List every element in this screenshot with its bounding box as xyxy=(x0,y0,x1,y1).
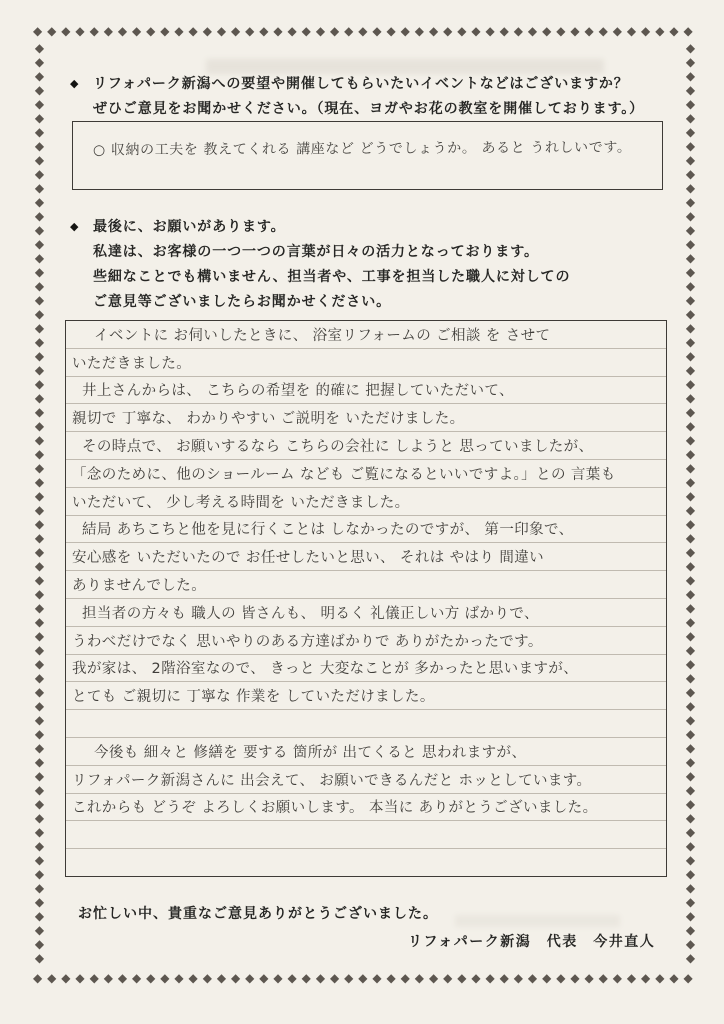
comment-line: いただきました。 xyxy=(66,349,666,377)
diamond-icon: ◆ xyxy=(685,223,696,237)
diamond-icon: ◆ xyxy=(34,55,45,69)
diamond-icon: ◆ xyxy=(685,97,696,111)
diamond-icon: ◆ xyxy=(47,971,57,985)
diamond-icon: ◆ xyxy=(655,971,665,985)
diamond-icon: ◆ xyxy=(34,741,45,755)
diamond-icon: ◆ xyxy=(34,307,45,321)
comment-line: 結局 あちこちと他を見に行くことは しなかったのですが、 第一印象で、 xyxy=(66,516,666,544)
diamond-icon: ◆ xyxy=(685,391,696,405)
diamond-icon: ◆ xyxy=(358,24,368,38)
diamond-icon: ◆ xyxy=(34,517,45,531)
diamond-icon: ◆ xyxy=(584,24,594,38)
diamond-icon: ◆ xyxy=(34,279,45,293)
diamond-icon: ◆ xyxy=(34,447,45,461)
question2-line4: ご意見等ございましたらお聞かせください。 xyxy=(93,295,391,310)
diamond-icon: ◆ xyxy=(34,293,45,307)
diamond-icon: ◆ xyxy=(287,971,297,985)
diamond-icon: ◆ xyxy=(34,419,45,433)
diamond-icon: ◆ xyxy=(685,727,696,741)
diamond-icon: ◆ xyxy=(34,587,45,601)
comment-line: 安心感を いただいたので お任せしたいと思い、 それは やはり 間違い xyxy=(66,543,666,571)
diamond-icon: ◆ xyxy=(685,783,696,797)
diamond-icon: ◆ xyxy=(570,24,580,38)
diamond-icon: ◆ xyxy=(358,971,368,985)
diamond-icon: ◆ xyxy=(626,971,637,985)
diamond-icon: ◆ xyxy=(34,475,45,489)
diamond-icon: ◆ xyxy=(457,24,467,38)
diamond-icon: ◆ xyxy=(471,24,481,38)
diamond-icon: ◆ xyxy=(34,895,45,909)
diamond-icon: ◆ xyxy=(570,971,580,985)
diamond-icon: ◆ xyxy=(34,503,45,517)
diamond-icon: ◆ xyxy=(683,971,693,985)
diamond-icon: ◆ xyxy=(188,24,198,38)
diamond-icon: ◆ xyxy=(685,895,696,909)
diamond-icon: ◆ xyxy=(428,971,439,985)
diamond-icon: ◆ xyxy=(386,971,396,985)
diamond-icon: ◆ xyxy=(685,461,696,475)
diamond-icon: ◆ xyxy=(685,321,696,335)
diamond-icon: ◆ xyxy=(34,937,45,951)
diamond-icon: ◆ xyxy=(626,24,637,38)
diamond-icon: ◆ xyxy=(103,24,113,38)
diamond-icon: ◆ xyxy=(685,811,696,825)
diamond-icon: ◆ xyxy=(685,545,696,559)
diamond-icon: ◆ xyxy=(34,909,45,923)
diamond-icon: ◆ xyxy=(34,167,45,181)
diamond-icon: ◆ xyxy=(34,209,45,223)
diamond-icon: ◆ xyxy=(34,951,45,965)
comment-line: 今後も 細々と 修繕を 要する 箇所が 出てくると 思われますが、 xyxy=(66,738,666,766)
diamond-icon: ◆ xyxy=(259,24,269,38)
diamond-icon: ◆ xyxy=(34,699,45,713)
diamond-icon: ◆ xyxy=(34,83,45,97)
diamond-icon: ◆ xyxy=(655,24,665,38)
diamond-icon: ◆ xyxy=(34,559,45,573)
diamond-icon: ◆ xyxy=(344,971,354,985)
diamond-icon: ◆ xyxy=(34,251,45,265)
diamond-icon: ◆ xyxy=(34,727,45,741)
diamond-icon: ◆ xyxy=(89,971,99,985)
diamond-icon: ◆ xyxy=(259,971,269,985)
border-right-diamonds xyxy=(684,42,697,964)
comment-line: 親切で 丁寧な、 わかりやすい ご説明を いただけました。 xyxy=(66,404,666,432)
diamond-icon: ◆ xyxy=(34,755,45,769)
diamond-icon: ◆ xyxy=(598,971,608,985)
diamond-icon: ◆ xyxy=(34,531,45,545)
diamond-icon: ◆ xyxy=(160,971,170,985)
diamond-icon: ◆ xyxy=(685,237,696,251)
diamond-icon: ◆ xyxy=(34,573,45,587)
diamond-icon: ◆ xyxy=(174,971,184,985)
diamond-icon: ◆ xyxy=(685,447,696,461)
diamond-icon: ◆ xyxy=(34,671,45,685)
diamond-icon: ◆ xyxy=(34,321,45,335)
diamond-icon: ◆ xyxy=(612,24,622,38)
diamond-icon: ◆ xyxy=(685,153,696,167)
question2-line1: 最後に、お願いがあります。 xyxy=(93,220,286,235)
diamond-icon: ◆ xyxy=(685,531,696,545)
diamond-icon: ◆ xyxy=(414,971,425,985)
diamond-icon: ◆ xyxy=(685,853,696,867)
diamond-icon: ◆ xyxy=(245,24,255,38)
diamond-icon: ◆ xyxy=(329,971,340,985)
answer-box-events xyxy=(72,121,663,190)
diamond-icon: ◆ xyxy=(685,167,696,181)
diamond-icon: ◆ xyxy=(34,139,45,153)
diamond-icon: ◆ xyxy=(34,433,45,447)
footer-signature: リフォパーク新潟 代表 今井直人 xyxy=(408,935,656,950)
diamond-icon: ◆ xyxy=(685,923,696,937)
diamond-icon: ◆ xyxy=(685,615,696,629)
diamond-icon: ◆ xyxy=(556,971,566,985)
diamond-icon: ◆ xyxy=(34,615,45,629)
diamond-icon: ◆ xyxy=(685,195,696,209)
diamond-icon: ◆ xyxy=(34,265,45,279)
diamond-icon: ◆ xyxy=(216,24,227,38)
diamond-icon: ◆ xyxy=(683,24,693,38)
diamond-icon: ◆ xyxy=(34,685,45,699)
diamond-icon: ◆ xyxy=(641,971,651,985)
diamond-icon: ◆ xyxy=(273,971,283,985)
diamond-icon: ◆ xyxy=(34,601,45,615)
diamond-icon: ◆ xyxy=(34,643,45,657)
diamond-icon: ◆ xyxy=(34,363,45,377)
diamond-icon: ◆ xyxy=(34,769,45,783)
diamond-icon: ◆ xyxy=(685,643,696,657)
diamond-icon: ◆ xyxy=(372,971,382,985)
diamond-icon: ◆ xyxy=(131,24,142,38)
diamond-icon: ◆ xyxy=(117,24,128,38)
diamond-icon: ◆ xyxy=(685,335,696,349)
diamond-icon: ◆ xyxy=(542,971,552,985)
border-bottom-diamonds xyxy=(33,972,693,984)
question2-line3: 些細なことでも構いません、担当者や、工事を担当した職人に対しての xyxy=(93,270,571,285)
comment-line xyxy=(66,849,666,876)
diamond-icon: ◆ xyxy=(669,24,679,38)
diamond-icon: ◆ xyxy=(301,971,311,985)
diamond-icon: ◆ xyxy=(685,909,696,923)
diamond-icon: ◆ xyxy=(685,209,696,223)
diamond-icon: ◆ xyxy=(443,24,453,38)
diamond-icon: ◆ xyxy=(47,24,57,38)
diamond-icon: ◆ xyxy=(216,971,227,985)
diamond-icon: ◆ xyxy=(641,24,651,38)
diamond-icon: ◆ xyxy=(75,971,85,985)
diamond-icon: ◆ xyxy=(685,111,696,125)
diamond-icon: ◆ xyxy=(685,517,696,531)
diamond-icon: ◆ xyxy=(34,405,45,419)
diamond-icon: ◆ xyxy=(685,139,696,153)
diamond-icon: ◆ xyxy=(372,24,382,38)
comment-line xyxy=(66,710,666,738)
diamond-icon: ◆ xyxy=(685,713,696,727)
diamond-icon: ◆ xyxy=(34,783,45,797)
diamond-icon: ◆ xyxy=(75,24,85,38)
border-left-diamonds xyxy=(33,42,46,964)
diamond-icon: ◆ xyxy=(34,629,45,643)
diamond-icon: ◆ xyxy=(202,24,212,38)
diamond-icon: ◆ xyxy=(34,181,45,195)
comment-line: イベントに お伺いしたときに、 浴室リフォームの ご相談 を させて xyxy=(66,321,666,349)
diamond-icon: ◆ xyxy=(499,971,509,985)
comment-line: リフォパーク新潟さんに 出会えて、 お願いできるんだと ホッとしています。 xyxy=(66,766,666,794)
diamond-icon: ◆ xyxy=(414,24,425,38)
diamond-icon: ◆ xyxy=(685,265,696,279)
diamond-icon: ◆ xyxy=(89,24,99,38)
comment-line: 井上さんからは、 こちらの希望を 的確に 把握していただいて、 xyxy=(66,377,666,405)
diamond-icon: ◆ xyxy=(556,24,566,38)
diamond-icon: ◆ xyxy=(428,24,439,38)
diamond-icon: ◆ xyxy=(34,223,45,237)
diamond-icon: ◆ xyxy=(61,971,71,985)
diamond-icon: ◆ xyxy=(685,741,696,755)
question1-diamond-icon: ◆ xyxy=(70,78,79,90)
comment-line: うわべだけでなく 思いやりのある方達ばかりで ありがたかったです。 xyxy=(66,627,666,655)
diamond-icon: ◆ xyxy=(34,797,45,811)
diamond-icon: ◆ xyxy=(146,24,156,38)
diamond-icon: ◆ xyxy=(513,971,524,985)
diamond-icon: ◆ xyxy=(598,24,608,38)
diamond-icon: ◆ xyxy=(612,971,622,985)
question1-line1: リフォパーク新潟への要望や開催してもらいたいイベントなどはございますか？ xyxy=(93,77,629,92)
diamond-icon: ◆ xyxy=(160,24,170,38)
comment-line xyxy=(66,821,666,849)
diamond-icon: ◆ xyxy=(61,24,71,38)
diamond-icon: ◆ xyxy=(685,503,696,517)
diamond-icon: ◆ xyxy=(131,971,142,985)
diamond-icon: ◆ xyxy=(400,24,410,38)
diamond-icon: ◆ xyxy=(34,713,45,727)
diamond-icon: ◆ xyxy=(685,671,696,685)
diamond-icon: ◆ xyxy=(34,41,45,55)
diamond-icon: ◆ xyxy=(34,657,45,671)
comment-line: 我が家は、 2階浴室なので、 きっと 大変なことが 多かったと思いますが、 xyxy=(66,655,666,683)
comment-line: ありませんでした。 xyxy=(66,571,666,599)
diamond-icon: ◆ xyxy=(685,377,696,391)
comment-line: これからも どうぞ よろしくお願いします。 本当に ありがとうございました。 xyxy=(66,794,666,822)
diamond-icon: ◆ xyxy=(685,69,696,83)
comment-line: とても ご親切に 丁寧な 作業を していただけました。 xyxy=(66,682,666,710)
diamond-icon: ◆ xyxy=(685,363,696,377)
diamond-icon: ◆ xyxy=(34,237,45,251)
comment-line: 「念のために、他のショールーム なども ご覧になるといいですよ。」との 言葉も xyxy=(66,460,666,488)
diamond-icon: ◆ xyxy=(584,971,594,985)
diamond-icon: ◆ xyxy=(34,349,45,363)
diamond-icon: ◆ xyxy=(34,377,45,391)
question1-line2: ぜひご意見をお聞かせください。（現在、ヨガやお花の教室を開催しております。） xyxy=(93,102,645,117)
diamond-icon: ◆ xyxy=(146,971,156,985)
diamond-icon: ◆ xyxy=(34,335,45,349)
diamond-icon: ◆ xyxy=(685,125,696,139)
diamond-icon: ◆ xyxy=(685,951,696,965)
diamond-icon: ◆ xyxy=(34,923,45,937)
diamond-icon: ◆ xyxy=(273,24,283,38)
diamond-icon: ◆ xyxy=(34,111,45,125)
diamond-icon: ◆ xyxy=(685,797,696,811)
diamond-icon: ◆ xyxy=(245,971,255,985)
diamond-icon: ◆ xyxy=(513,24,524,38)
diamond-icon: ◆ xyxy=(685,251,696,265)
diamond-icon: ◆ xyxy=(685,769,696,783)
diamond-icon: ◆ xyxy=(386,24,396,38)
diamond-icon: ◆ xyxy=(34,839,45,853)
question2-diamond-icon: ◆ xyxy=(70,221,79,233)
diamond-icon: ◆ xyxy=(457,971,467,985)
diamond-icon: ◆ xyxy=(685,699,696,713)
diamond-icon: ◆ xyxy=(685,839,696,853)
comment-box xyxy=(65,320,667,877)
diamond-icon: ◆ xyxy=(485,24,495,38)
diamond-icon: ◆ xyxy=(685,279,696,293)
diamond-icon: ◆ xyxy=(315,971,326,985)
diamond-icon: ◆ xyxy=(33,24,43,38)
showthrough-ghost-top xyxy=(206,59,604,74)
diamond-icon: ◆ xyxy=(174,24,184,38)
diamond-icon: ◆ xyxy=(685,433,696,447)
diamond-icon: ◆ xyxy=(34,195,45,209)
diamond-icon: ◆ xyxy=(685,83,696,97)
diamond-icon: ◆ xyxy=(315,24,326,38)
diamond-icon: ◆ xyxy=(685,685,696,699)
diamond-icon: ◆ xyxy=(103,971,113,985)
diamond-icon: ◆ xyxy=(230,24,241,38)
diamond-icon: ◆ xyxy=(685,601,696,615)
diamond-icon: ◆ xyxy=(34,153,45,167)
diamond-icon: ◆ xyxy=(202,971,212,985)
diamond-icon: ◆ xyxy=(34,69,45,83)
diamond-icon: ◆ xyxy=(34,881,45,895)
diamond-icon: ◆ xyxy=(34,125,45,139)
border-top-diamonds xyxy=(33,25,693,37)
diamond-icon: ◆ xyxy=(499,24,509,38)
comment-line: その時点で、 お願いするなら こちらの会社に しようと 思っていましたが、 xyxy=(66,432,666,460)
diamond-icon: ◆ xyxy=(301,24,311,38)
diamond-icon: ◆ xyxy=(685,755,696,769)
handwritten-answer-events: ○ 収納の工夫を 教えてくれる 講座など どうでしょうか。 あると うれしいです。 xyxy=(92,139,632,159)
diamond-icon: ◆ xyxy=(685,881,696,895)
diamond-icon: ◆ xyxy=(685,489,696,503)
diamond-icon: ◆ xyxy=(287,24,297,38)
diamond-icon: ◆ xyxy=(685,825,696,839)
diamond-icon: ◆ xyxy=(685,559,696,573)
diamond-icon: ◆ xyxy=(34,461,45,475)
diamond-icon: ◆ xyxy=(685,349,696,363)
question2-line2: 私達は、お客様の一つ一つの言葉が日々の活力となっております。 xyxy=(93,245,539,260)
diamond-icon: ◆ xyxy=(685,657,696,671)
diamond-icon: ◆ xyxy=(400,971,410,985)
diamond-icon: ◆ xyxy=(34,867,45,881)
diamond-icon: ◆ xyxy=(527,24,538,38)
comment-line: 担当者の方々も 職人の 皆さんも、 明るく 礼儀正しい方 ばかりで、 xyxy=(66,599,666,627)
diamond-icon: ◆ xyxy=(685,587,696,601)
diamond-icon: ◆ xyxy=(685,419,696,433)
diamond-icon: ◆ xyxy=(34,391,45,405)
diamond-icon: ◆ xyxy=(685,405,696,419)
diamond-icon: ◆ xyxy=(117,971,128,985)
diamond-icon: ◆ xyxy=(685,55,696,69)
diamond-icon: ◆ xyxy=(344,24,354,38)
footer-thanks-text: お忙しい中、貴重なご意見ありがとうございました。 xyxy=(78,907,438,922)
diamond-icon: ◆ xyxy=(471,971,481,985)
diamond-icon: ◆ xyxy=(542,24,552,38)
diamond-icon: ◆ xyxy=(443,971,453,985)
diamond-icon: ◆ xyxy=(685,293,696,307)
diamond-icon: ◆ xyxy=(669,971,679,985)
diamond-icon: ◆ xyxy=(685,937,696,951)
diamond-icon: ◆ xyxy=(685,867,696,881)
diamond-icon: ◆ xyxy=(34,545,45,559)
diamond-icon: ◆ xyxy=(230,971,241,985)
diamond-icon: ◆ xyxy=(685,629,696,643)
diamond-icon: ◆ xyxy=(188,971,198,985)
diamond-icon: ◆ xyxy=(485,971,495,985)
diamond-icon: ◆ xyxy=(685,573,696,587)
diamond-icon: ◆ xyxy=(685,181,696,195)
comment-line: いただいて、 少し考える時間を いただきました。 xyxy=(66,488,666,516)
diamond-icon: ◆ xyxy=(685,475,696,489)
showthrough-ghost-bottom xyxy=(455,915,620,927)
diamond-icon: ◆ xyxy=(527,971,538,985)
diamond-icon: ◆ xyxy=(34,489,45,503)
diamond-icon: ◆ xyxy=(685,41,696,55)
diamond-icon: ◆ xyxy=(329,24,340,38)
diamond-icon: ◆ xyxy=(685,307,696,321)
diamond-icon: ◆ xyxy=(34,853,45,867)
diamond-icon: ◆ xyxy=(34,825,45,839)
diamond-icon: ◆ xyxy=(34,97,45,111)
diamond-icon: ◆ xyxy=(34,811,45,825)
diamond-icon: ◆ xyxy=(33,971,43,985)
